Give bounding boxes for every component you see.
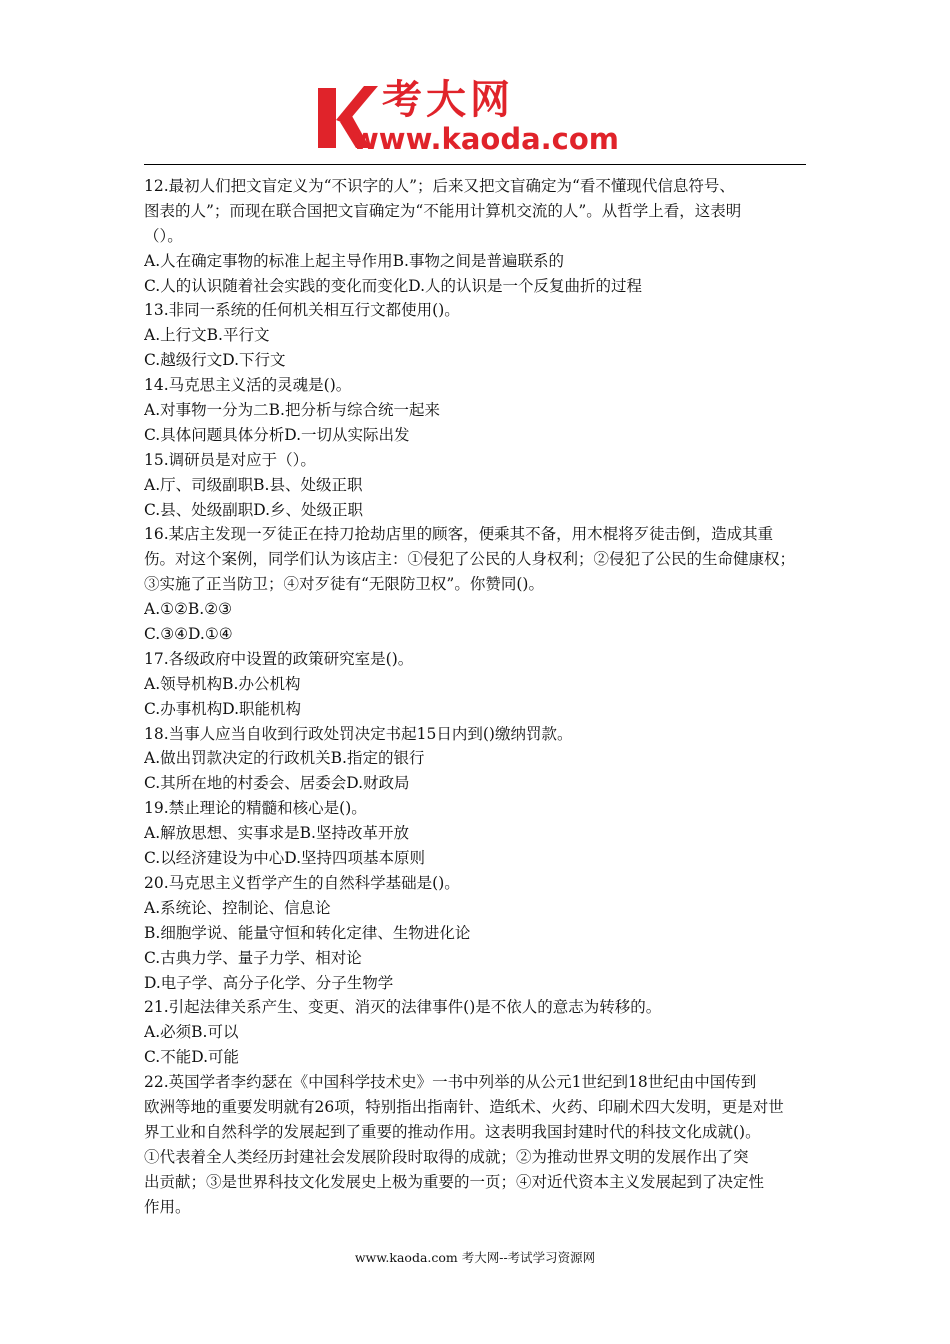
option-line: A.厅、司级副职B.县、处级正职: [144, 475, 363, 494]
text-line: 界工业和自然科学的发展起到了重要的推动作用。这表明我国封建时代的科技文化成就()。: [144, 1122, 761, 1141]
option-line: C.③④D.①④: [144, 625, 233, 644]
question-line: 16.某店主发现一歹徒正在持刀抢劫店里的顾客，便乘其不备，用木棍将歹徒击倒，造成其重: [144, 525, 774, 544]
text-line: 图表的人”；而现在联合国把文盲确定为“不能用计算机交流的人”。从哲学上看，这表明: [144, 201, 742, 220]
text-line: 伤。对这个案例，同学们认为该店主：①侵犯了公民的人身权利；②侵犯了公民的生命健康权；: [144, 550, 796, 569]
option-line: A.上行文B.平行文: [144, 326, 270, 345]
header-divider: [144, 164, 806, 165]
option-line: C.人的认识随着社会实践的变化而变化D.人的认识是一个反复曲折的过程: [144, 276, 643, 295]
option-line: A.人在确定事物的标准上起主导作用B.事物之间是普遍联系的: [144, 251, 564, 270]
logo-chinese-name: 考大网: [382, 77, 514, 123]
text-line: 作用。: [144, 1197, 191, 1216]
option-line: A.必须B.可以: [144, 1023, 239, 1042]
option-line: A.解放思想、实事求是B.坚持改革开放: [144, 824, 409, 843]
kaoda-logo[interactable]: [316, 77, 646, 162]
question-line: 13.非同一系统的任何机关相互行文都使用()。: [144, 301, 460, 320]
option-line: D.电子学、高分子化学、分子生物学: [144, 973, 394, 992]
option-line: C.其所在地的村委会、居委会D.财政局: [144, 774, 410, 793]
option-line: B.细胞学说、能量守恒和转化定律、生物进化论: [144, 923, 471, 942]
question-line: 20.马克思主义哲学产生的自然科学基础是()。: [144, 873, 460, 892]
option-line: C.办事机构D.职能机构: [144, 699, 302, 718]
question-line: 18.当事人应当自收到行政处罚决定书起15日内到()缴纳罚款。: [144, 724, 573, 743]
text-line: （）。: [144, 226, 183, 245]
option-line: C.县、处级副职D.乡、处级正职: [144, 500, 364, 519]
text-line: ①代表着全人类经历封建社会发展阶段时取得的成就；②为推动世界文明的发展作出了突: [144, 1147, 749, 1166]
option-line: A.系统论、控制论、信息论: [144, 898, 331, 917]
question-line: 17.各级政府中设置的政策研究室是()。: [144, 649, 414, 668]
option-line: A.对事物一分为二B.把分析与综合统一起来: [144, 401, 440, 420]
question-line: 14.马克思主义活的灵魂是()。: [144, 376, 352, 395]
question-line: 15.调研员是对应于（）。: [144, 450, 316, 469]
page-footer: www.kaoda.com 考大网--考试学习资源网: [354, 1250, 596, 1265]
option-line: C.具体问题具体分析D.一切从实际出发: [144, 425, 410, 444]
option-line: C.古典力学、量子力学、相对论: [144, 948, 362, 967]
logo-url: www.kaoda.com: [352, 122, 619, 156]
text-line: 出贡献；③是世界科技文化发展史上极为重要的一页；④对近代资本主义发展起到了决定性: [144, 1172, 765, 1191]
option-line: A.领导机构B.办公机构: [144, 674, 301, 693]
option-line: C.不能D.可能: [144, 1048, 240, 1067]
text-line: ③实施了正当防卫；④对歹徒有“无限防卫权”。你赞同()。: [144, 575, 544, 594]
question-line: 22.英国学者李约瑟在《中国科学技术史》一书中列举的从公元1世纪到18世纪由中国传到: [144, 1073, 757, 1092]
page-header: [0, 0, 950, 166]
option-line: C.以经济建设为中心D.坚持四项基本原则: [144, 849, 426, 868]
text-line: 12.最初人们把文盲定义为“不识字的人”；后来又把文盲确定为“看不懂现代信息符号、: [144, 177, 735, 195]
question-line: 19.禁止理论的精髓和核心是()。: [144, 799, 367, 818]
option-line: A.①②B.②③: [144, 600, 233, 619]
text-line: 欧洲等地的重要发明就有26项，特别指出指南针、造纸术、火药、印刷术四大发明，更是对世: [144, 1097, 784, 1116]
question-list: [144, 174, 808, 1219]
question-line: 21.引起法律关系产生、变更、消灭的法律事件()是不依人的意志为转移的。: [144, 998, 662, 1017]
option-line: A.做出罚款决定的行政机关B.指定的银行: [144, 749, 425, 768]
option-line: C.越级行文D.下行文: [144, 351, 286, 370]
